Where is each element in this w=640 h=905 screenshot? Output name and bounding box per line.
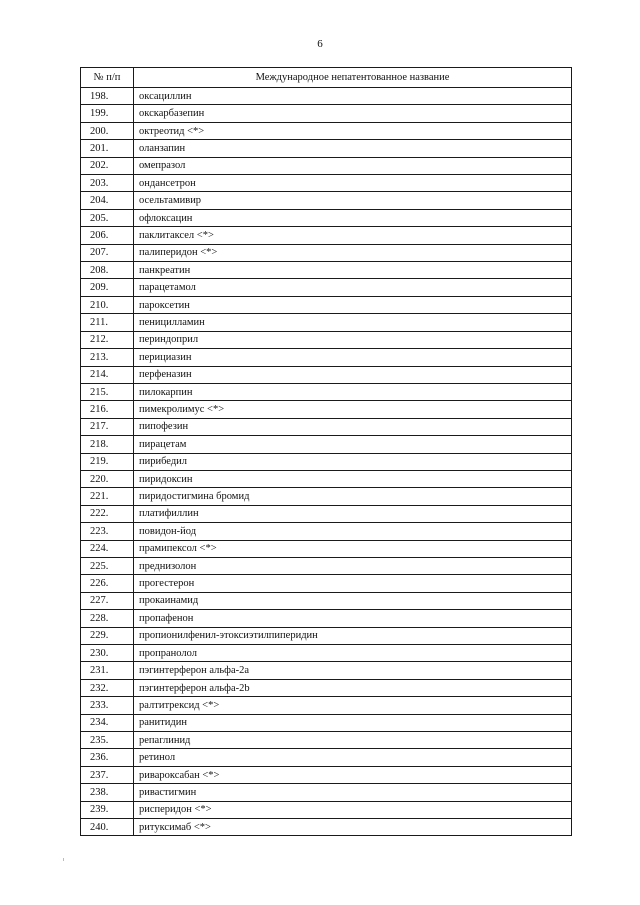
table-row: [81, 784, 572, 801]
table-row: [81, 244, 572, 261]
row-number: 239.: [81, 801, 134, 818]
table-row: [81, 732, 572, 749]
drug-name: периндоприл: [134, 331, 572, 348]
drug-name: повидон-йод: [134, 523, 572, 540]
table-row: [81, 122, 572, 139]
header-name: Международное непатентованное название: [134, 68, 572, 88]
table-row: [81, 801, 572, 818]
table-header-row: [81, 68, 572, 88]
row-number: 203.: [81, 175, 134, 192]
table-row: [81, 366, 572, 383]
row-number: 214.: [81, 366, 134, 383]
drug-name: осельтамивир: [134, 192, 572, 209]
row-number: 210.: [81, 296, 134, 313]
row-number: 209.: [81, 279, 134, 296]
table-row: [81, 557, 572, 574]
drug-name: панкреатин: [134, 262, 572, 279]
drug-name: ранитидин: [134, 714, 572, 731]
table-row: [81, 627, 572, 644]
drug-name: ривароксабан <*>: [134, 766, 572, 783]
table-row: [81, 105, 572, 122]
table-row: [81, 505, 572, 522]
drug-list-table: [80, 67, 572, 836]
row-number: 212.: [81, 331, 134, 348]
drug-name: пароксетин: [134, 296, 572, 313]
row-number: 238.: [81, 784, 134, 801]
table-row: [81, 209, 572, 226]
row-number: 202.: [81, 157, 134, 174]
row-number: 205.: [81, 209, 134, 226]
table-row: [81, 662, 572, 679]
row-number: 229.: [81, 627, 134, 644]
drug-name: прамипексол <*>: [134, 540, 572, 557]
row-number: 216.: [81, 401, 134, 418]
drug-name: октреотид <*>: [134, 122, 572, 139]
drug-name: ралтитрексид <*>: [134, 697, 572, 714]
drug-name: платифиллин: [134, 505, 572, 522]
row-number: 218.: [81, 436, 134, 453]
page-number: 6: [317, 38, 323, 50]
drug-name: офлоксацин: [134, 209, 572, 226]
row-number: 207.: [81, 244, 134, 261]
table-row: [81, 383, 572, 400]
drug-name: перфеназин: [134, 366, 572, 383]
row-number: 227.: [81, 592, 134, 609]
table-row: [81, 523, 572, 540]
table-row: [81, 679, 572, 696]
drug-name: перициазин: [134, 349, 572, 366]
table-row: [81, 575, 572, 592]
row-number: 204.: [81, 192, 134, 209]
row-number: 199.: [81, 105, 134, 122]
drug-name: парацетамол: [134, 279, 572, 296]
table-row: [81, 470, 572, 487]
drug-name: пилокарпин: [134, 383, 572, 400]
row-number: 240.: [81, 819, 134, 836]
row-number: 219.: [81, 453, 134, 470]
drug-name: оланзапин: [134, 140, 572, 157]
drug-name: ритуксимаб <*>: [134, 819, 572, 836]
table-row: [81, 749, 572, 766]
table-row: [81, 436, 572, 453]
drug-name: пипофезин: [134, 418, 572, 435]
drug-name: пропионилфенил-этоксиэтилпиперидин: [134, 627, 572, 644]
drug-name: палиперидон <*>: [134, 244, 572, 261]
drug-name: прокаинамид: [134, 592, 572, 609]
table-row: [81, 766, 572, 783]
drug-name: пиридостигмина бромид: [134, 488, 572, 505]
row-number: 232.: [81, 679, 134, 696]
table-row: [81, 331, 572, 348]
table-row: [81, 279, 572, 296]
drug-name: омепразол: [134, 157, 572, 174]
row-number: 222.: [81, 505, 134, 522]
row-number: 200.: [81, 122, 134, 139]
row-number: 220.: [81, 470, 134, 487]
table-row: [81, 296, 572, 313]
drug-name: окскарбазепин: [134, 105, 572, 122]
drug-name: репаглинид: [134, 732, 572, 749]
drug-name: пропранолол: [134, 645, 572, 662]
row-number: 201.: [81, 140, 134, 157]
drug-name: ондансетрон: [134, 175, 572, 192]
row-number: 217.: [81, 418, 134, 435]
table-row: [81, 314, 572, 331]
row-number: 230.: [81, 645, 134, 662]
row-number: 228.: [81, 610, 134, 627]
drug-name: оксациллин: [134, 88, 572, 105]
drug-name: пирацетам: [134, 436, 572, 453]
row-number: 234.: [81, 714, 134, 731]
table-row: [81, 418, 572, 435]
row-number: 223.: [81, 523, 134, 540]
table-row: [81, 175, 572, 192]
drug-name: пэгинтерферон альфа-2а: [134, 662, 572, 679]
row-number: 237.: [81, 766, 134, 783]
row-number: 236.: [81, 749, 134, 766]
row-number: 213.: [81, 349, 134, 366]
drug-name: пимекролимус <*>: [134, 401, 572, 418]
drug-name: прогестерон: [134, 575, 572, 592]
drug-name: паклитаксел <*>: [134, 227, 572, 244]
row-number: 206.: [81, 227, 134, 244]
drug-name: пирибедил: [134, 453, 572, 470]
table-row: [81, 453, 572, 470]
drug-name: пэгинтерферон альфа-2b: [134, 679, 572, 696]
table-row: [81, 157, 572, 174]
drug-name: ривастигмин: [134, 784, 572, 801]
row-number: 226.: [81, 575, 134, 592]
drug-name: пиридоксин: [134, 470, 572, 487]
table-row: [81, 349, 572, 366]
table-row: [81, 192, 572, 209]
table-row: [81, 401, 572, 418]
table-row: [81, 227, 572, 244]
row-number: 211.: [81, 314, 134, 331]
row-number: 235.: [81, 732, 134, 749]
row-number: 225.: [81, 557, 134, 574]
drug-name: пропафенон: [134, 610, 572, 627]
drug-name: ретинол: [134, 749, 572, 766]
scan-mark: [63, 858, 64, 861]
row-number: 233.: [81, 697, 134, 714]
drug-name: рисперидон <*>: [134, 801, 572, 818]
table-row: [81, 592, 572, 609]
table-row: [81, 610, 572, 627]
table-row: [81, 262, 572, 279]
header-number: № п/п: [81, 68, 134, 88]
table-row: [81, 697, 572, 714]
table-row: [81, 88, 572, 105]
table-row: [81, 488, 572, 505]
table-row: [81, 140, 572, 157]
table-row: [81, 714, 572, 731]
drug-name: пеницилламин: [134, 314, 572, 331]
table-row: [81, 819, 572, 836]
table-row: [81, 540, 572, 557]
row-number: 231.: [81, 662, 134, 679]
row-number: 198.: [81, 88, 134, 105]
drug-name: преднизолон: [134, 557, 572, 574]
table-body: [81, 88, 572, 836]
row-number: 215.: [81, 383, 134, 400]
row-number: 208.: [81, 262, 134, 279]
row-number: 224.: [81, 540, 134, 557]
table-row: [81, 645, 572, 662]
row-number: 221.: [81, 488, 134, 505]
